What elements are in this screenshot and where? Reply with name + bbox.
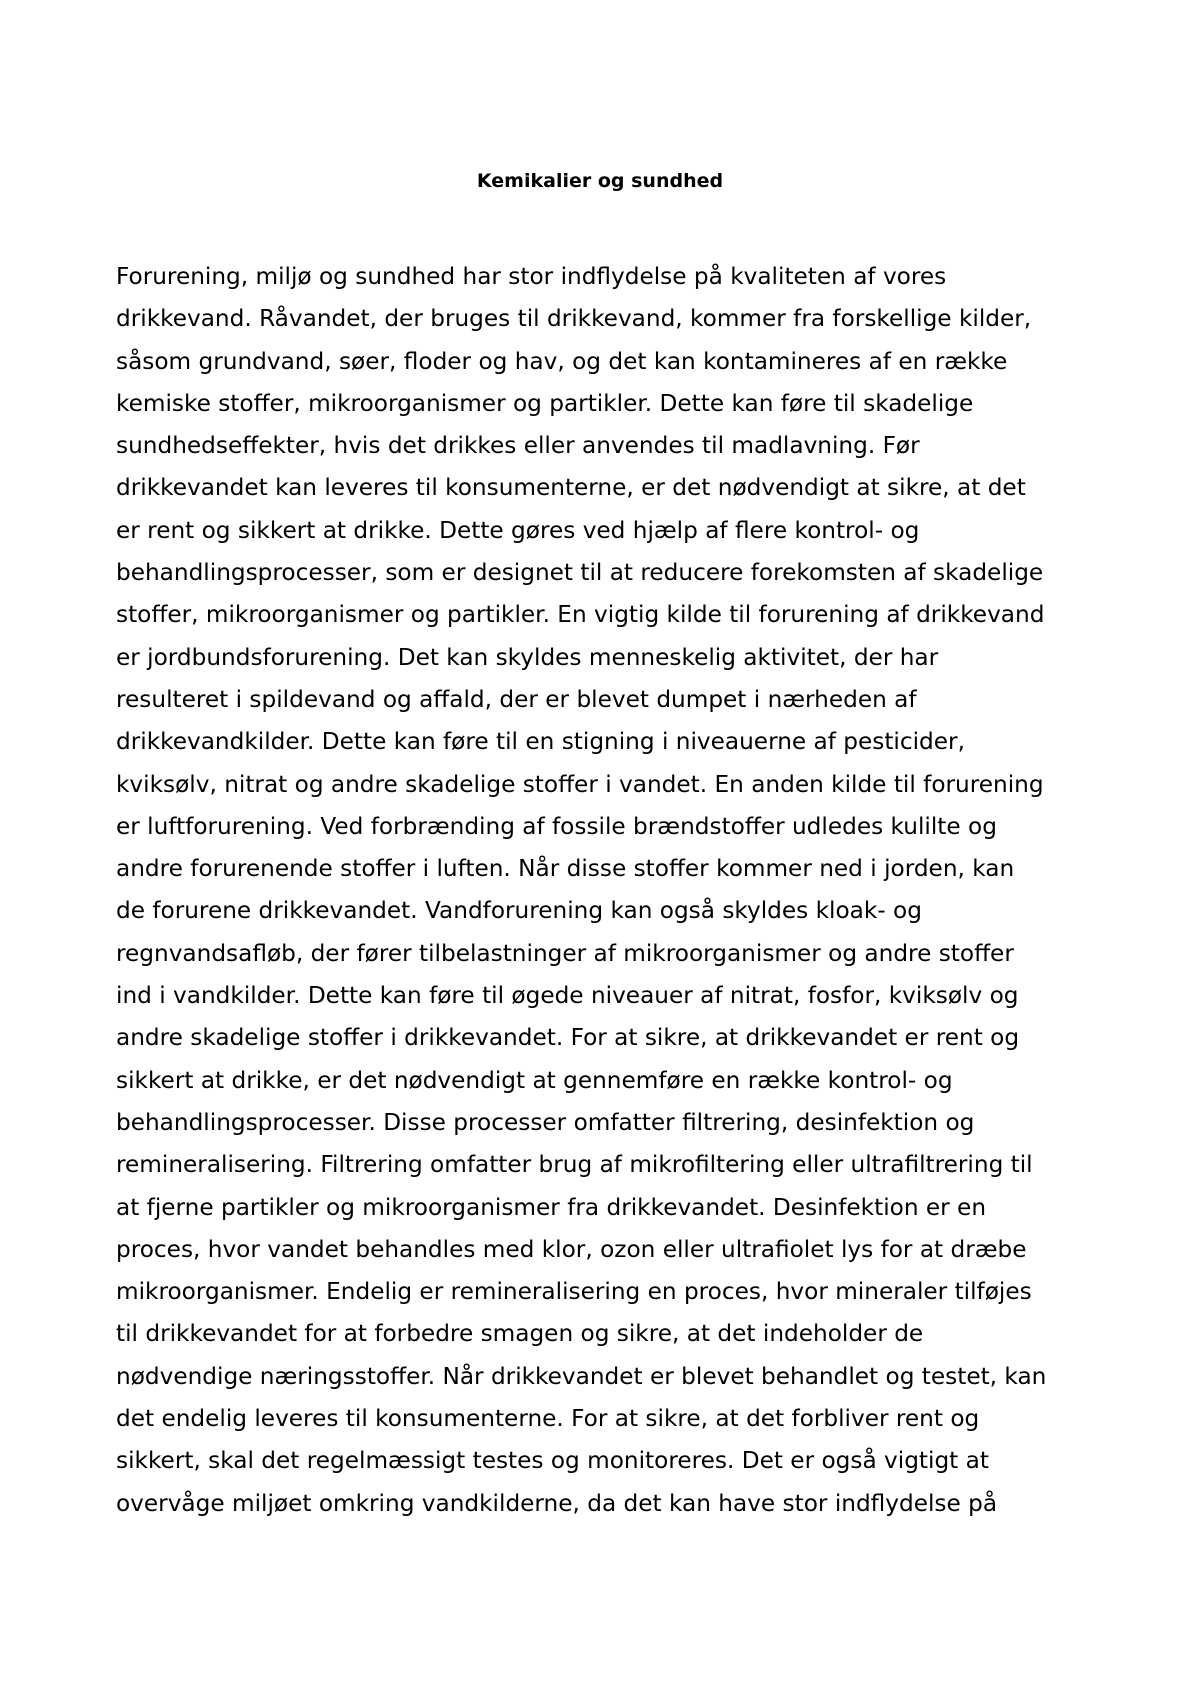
text-line: andre skadelige stoffer i drikkevandet. For at sikre, at drikkevandet er rent og <box>116 1024 1020 1052</box>
text-line: at fjerne partikler og mikroorganismer fra drikkevandet. Desinfektion er en <box>116 1193 987 1221</box>
text-line: såsom grundvand, søer, floder og hav, og det kan kontamineres af en række <box>116 347 1008 375</box>
text-line: til drikkevandet for at forbedre smagen og sikre, at det indeholder de <box>116 1320 924 1348</box>
text-line: andre forurenende stoffer i luften. Når disse stoffer kommer ned i jorden, kan <box>116 855 1015 883</box>
text-line: behandlingsprocesser. Disse processer omfatter filtrering, desinfektion og <box>116 1108 975 1136</box>
text-line: kviksølv, nitrat og andre skadelige stoffer i vandet. En anden kilde til forurening <box>116 770 1044 798</box>
text-line: mikroorganismer. Endelig er remineralisering en proces, hvor mineraler tilføjes <box>116 1278 1032 1306</box>
text-line: resulteret i spildevand og affald, der er blevet dumpet i nærheden af <box>116 685 917 713</box>
text-line: er jordbundsforurening. Det kan skyldes menneskelig aktivitet, der har <box>116 643 939 671</box>
text-line: de forurene drikkevandet. Vandforurening kan også skyldes kloak- og <box>116 897 922 925</box>
text-line: Forurening, miljø og sundhed har stor indflydelse på kvaliteten af vores <box>116 263 947 290</box>
text-line: drikkevandkilder. Dette kan føre til en stigning i niveauerne af pesticider, <box>116 728 965 756</box>
document-title: Kemikalier og sundhed <box>476 170 724 192</box>
text-line: overvåge miljøet omkring vandkilderne, da det kan have stor indflydelse på <box>116 1489 998 1517</box>
text-line: drikkevand. Råvandet, der bruges til drikkevand, kommer fra forskellige kilder, <box>116 305 1032 333</box>
text-line: remineralisering. Filtrering omfatter brug af mikrofiltering eller ultrafiltrering til <box>116 1151 1033 1179</box>
text-line: er rent og sikkert at drikke. Dette gøres ved hjælp af flere kontrol- og <box>116 516 920 544</box>
text-line: kemiske stoffer, mikroorganismer og partikler. Dette kan føre til skadelige <box>116 389 974 417</box>
text-line: proces, hvor vandet behandles med klor, ozon eller ultrafiolet lys for at dræbe <box>116 1235 1027 1263</box>
text-line: drikkevandet kan leveres til konsumenterne, er det nødvendigt at sikre, at det <box>116 474 1026 502</box>
text-line: sikkert, skal det regelmæssigt testes og monitoreres. Det er også vigtigt at <box>116 1447 989 1475</box>
text-line: behandlingsprocesser, som er designet til at reducere forekomsten af skadelige <box>116 559 1044 587</box>
text-line: regnvandsafløb, der fører tilbelastninger af mikroorganismer og andre stoffer <box>116 939 1014 967</box>
text-line: stoffer, mikroorganismer og partikler. En vigtig kilde til forurening af drikkevand <box>116 601 1045 629</box>
text-line: sikkert at drikke, er det nødvendigt at gennemføre en række kontrol- og <box>116 1066 953 1094</box>
text-line: sundhedseffekter, hvis det drikkes eller anvendes til madlavning. Før <box>116 432 920 460</box>
text-line: det endelig leveres til konsumenterne. For at sikre, at det forbliver rent og <box>116 1405 980 1433</box>
text-line: ind i vandkilder. Dette kan føre til øgede niveauer af nitrat, fosfor, kviksølv og <box>116 982 1019 1010</box>
text-line: er luftforurening. Ved forbrænding af fossile brændstoffer udledes kulilte og <box>116 812 997 840</box>
text-line: nødvendige næringsstoffer. Når drikkevandet er blevet behandlet og testet, kan <box>116 1362 1047 1390</box>
body-paragraph <box>116 256 1106 1525</box>
